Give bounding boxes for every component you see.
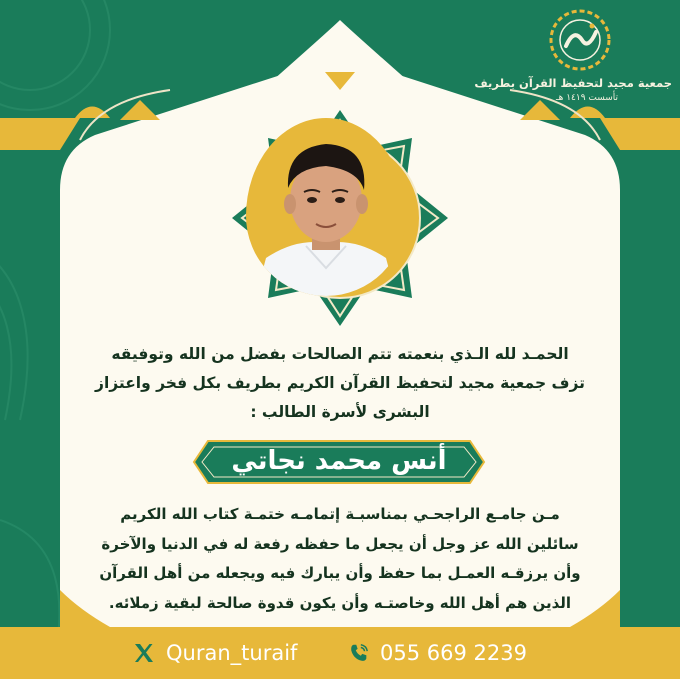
phone-icon	[348, 642, 370, 664]
association-logo	[474, 8, 672, 108]
intro-paragraph	[40, 340, 640, 427]
association-founded: تأسست ١٤١٩ هـ	[555, 93, 619, 103]
twitter-handle: Quran_turaif	[166, 641, 298, 665]
intro-line: الحمـد لله الـذي بنعمته تتم الصالحات بفضل من الله وتوفيقه	[111, 345, 569, 363]
closing-line: مـن جامـع الراجحـي بمناسبـة إتمامـه ختمـة كتاب الله الكريم	[120, 505, 560, 523]
closing-line: سائلين الله عز وجل أن يجعل ما حفظه رفعة له في الدنيا والآخرة	[101, 534, 579, 553]
x-logo-icon	[132, 641, 156, 665]
intro-line: البشرى لأسرة الطالب :	[250, 403, 430, 421]
twitter-contact[interactable]	[132, 638, 297, 668]
closing-paragraph	[40, 500, 640, 618]
contact-footer	[0, 627, 680, 679]
phone-number: 055 669 2239	[380, 641, 527, 665]
association-name: جمعية مجيد لتحفيظ القرآن بطريف	[474, 76, 672, 90]
logo-emblem-icon	[548, 8, 612, 72]
student-name: أنس محمد نجاتي	[231, 446, 447, 476]
closing-line: وأن يرزقـه العمـل بما حفظ وأن يبارك فيه ويجعله من أهل القرآن	[99, 564, 581, 582]
closing-line: الذين هم أهل الله وخاصتـه وأن يكون قدوة صالحة لبقية زملائه.	[108, 593, 572, 612]
intro-line: تزف جمعية مجيد لتحفيظ القرآن الكريم بطريف بكل فخر واعتزاز	[95, 374, 585, 392]
phone-contact[interactable]	[348, 638, 527, 668]
